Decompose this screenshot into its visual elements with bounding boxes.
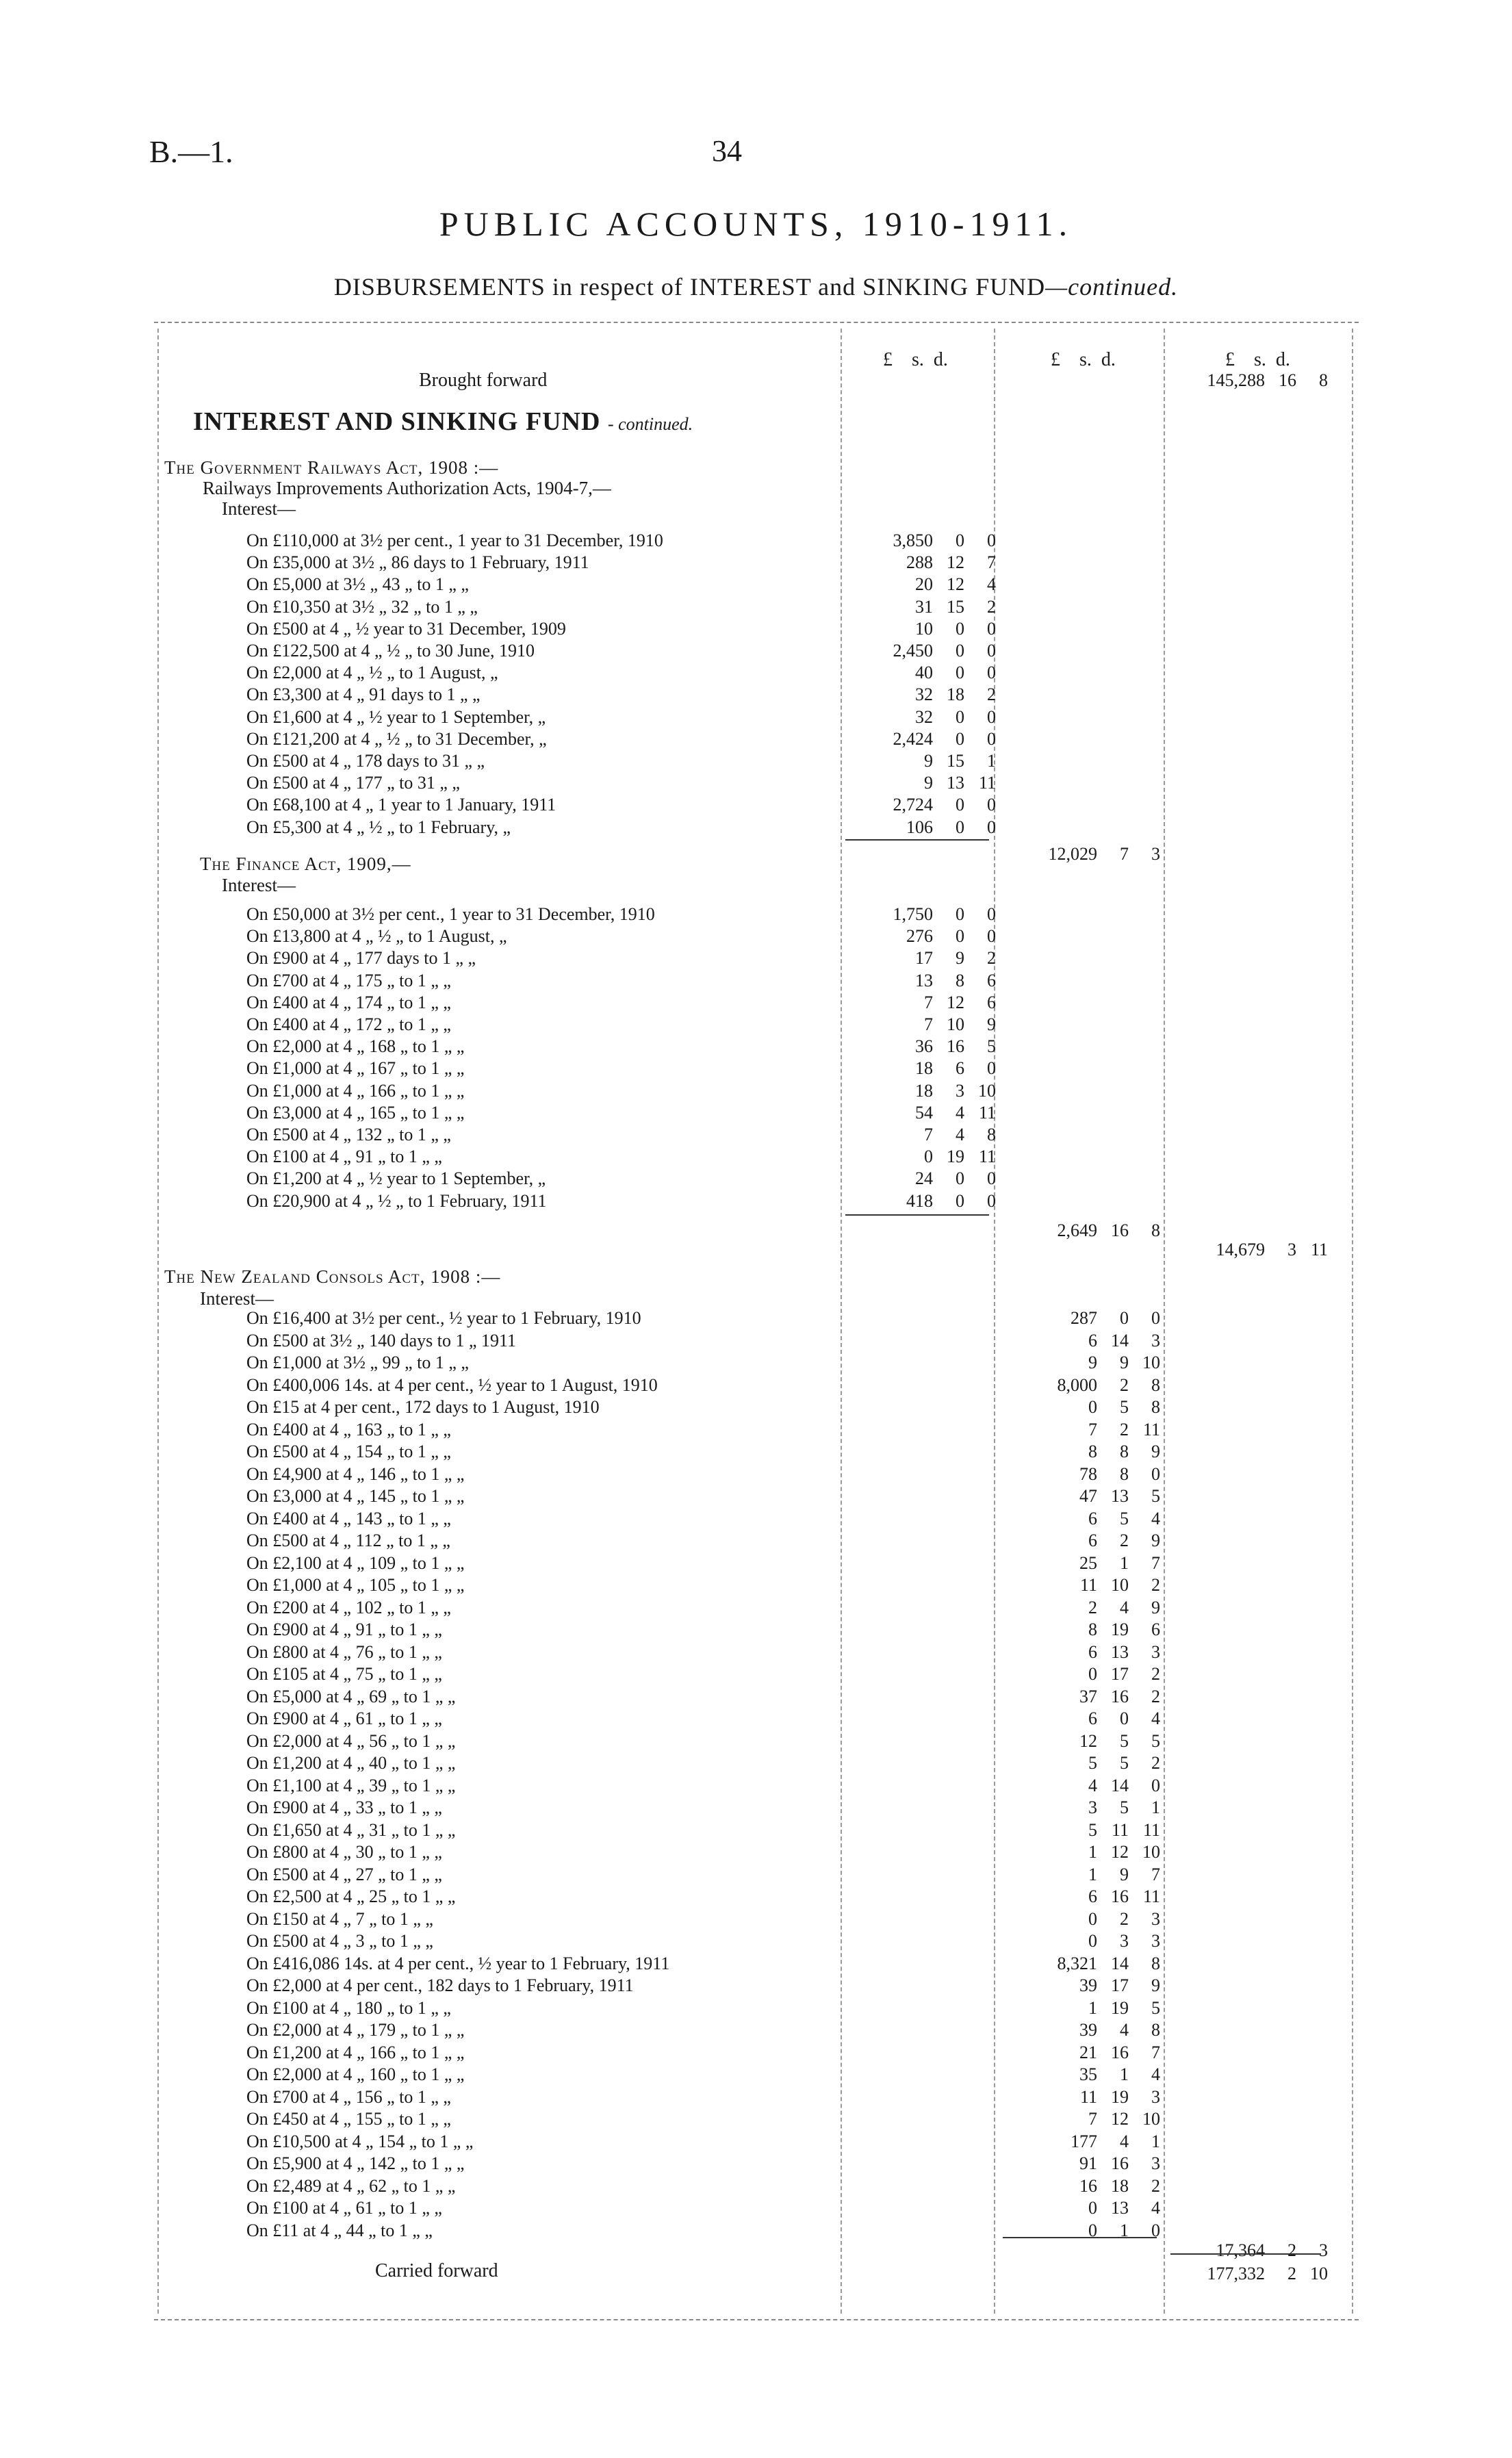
row-description: On £2,500 at 4 „ 25 „ to 1 „ „ xyxy=(246,1886,456,1906)
row-amount: 18 3 10 xyxy=(915,1081,996,1101)
row-description: On £150 at 4 „ 7 „ to 1 „ „ xyxy=(246,1909,433,1929)
row-description: On £500 at 4 „ 132 „ to 1 „ „ xyxy=(246,1125,451,1144)
ledger-row xyxy=(0,2153,1512,2175)
row-description: On £110,000 at 3½ per cent., 1 year to 31 December, 1910 xyxy=(246,530,663,550)
carried-forward-rule xyxy=(1170,2253,1321,2255)
ledger-row xyxy=(0,1307,1512,1329)
row-amount: 91 16 3 xyxy=(1079,2153,1160,2173)
row-description: On £1,000 at 4 „ 105 „ to 1 „ „ xyxy=(246,1575,465,1595)
row-amount: 20 12 4 xyxy=(915,574,996,594)
row-amount: 2,724 0 0 xyxy=(893,795,996,815)
act-subheading: Railways Improvements Authorization Acts, 1904-7,— xyxy=(203,478,611,498)
ledger-row xyxy=(0,1330,1512,1352)
row-amount: 0 2 3 xyxy=(1088,1909,1160,1929)
ledger-row xyxy=(0,1997,1512,2019)
page-number: 34 xyxy=(712,134,742,168)
ledger-row xyxy=(0,618,1512,640)
group-total-row xyxy=(0,2240,1512,2262)
row-description: On £416,086 14s. at 4 per cent., ½ year to 1 February, 1911 xyxy=(246,1954,670,1973)
row-amount: 39 4 8 xyxy=(1079,2020,1160,2040)
row-description: On £20,900 at 4 „ ½ „ to 1 February, 1911 xyxy=(246,1191,547,1211)
row-amount: 6 2 9 xyxy=(1088,1531,1160,1550)
row-description: On £500 at 4 „ 178 days to 31 „ „ xyxy=(246,751,485,771)
ledger-row xyxy=(0,817,1512,838)
row-description: On £122,500 at 4 „ ½ „ to 30 June, 1910 xyxy=(246,641,535,661)
act-heading: The Government Railways Act, 1908 :— xyxy=(164,457,499,478)
row-amount: 13 8 6 xyxy=(915,971,996,990)
row-amount: 8 19 6 xyxy=(1088,1620,1160,1639)
row-amount: 9 13 11 xyxy=(924,773,996,793)
ledger-row xyxy=(0,2064,1512,2086)
ledger-row xyxy=(0,684,1512,706)
row-description: On £11 at 4 „ 44 „ to 1 „ „ xyxy=(246,2220,433,2240)
section-title: INTEREST AND SINKING FUND - continued. xyxy=(193,407,693,436)
row-amount: 32 18 2 xyxy=(915,684,996,704)
row-amount: 0 5 8 xyxy=(1088,1397,1160,1417)
row-amount: 54 4 11 xyxy=(915,1103,996,1123)
ledger-row xyxy=(0,2019,1512,2041)
ledger-row xyxy=(0,2131,1512,2153)
row-amount: 0 13 4 xyxy=(1088,2198,1160,2218)
ledger-row xyxy=(0,2197,1512,2219)
ledger-row xyxy=(0,728,1512,750)
row-amount: 6 5 4 xyxy=(1088,1509,1160,1528)
subtotal-rule xyxy=(845,839,989,841)
top-rule xyxy=(154,322,1359,323)
row-description: On £1,200 at 4 „ 166 „ to 1 „ „ xyxy=(246,2043,465,2062)
row-amount: 6 16 11 xyxy=(1088,1886,1160,1906)
ledger-row xyxy=(0,947,1512,969)
row-description: On £1,000 at 4 „ 167 „ to 1 „ „ xyxy=(246,1058,465,1078)
ledger-row xyxy=(0,552,1512,574)
row-amount: 0 3 3 xyxy=(1088,1931,1160,1951)
row-amount: 78 8 0 xyxy=(1079,1464,1160,1484)
group-subtotal: 12,029 7 3 xyxy=(1048,844,1160,864)
ledger-row xyxy=(0,1058,1512,1079)
ledger-row xyxy=(0,1463,1512,1485)
row-description: On £121,200 at 4 „ ½ „ to 31 December, „ xyxy=(246,729,547,749)
ledger-row xyxy=(0,1102,1512,1124)
ledger-row xyxy=(0,1146,1512,1168)
act-heading: The New Zealand Consols Act, 1908 :— xyxy=(164,1266,501,1287)
row-amount: 3,850 0 0 xyxy=(893,530,996,550)
row-description: On £100 at 4 „ 180 „ to 1 „ „ xyxy=(246,1998,451,2018)
ledger-row xyxy=(0,1441,1512,1463)
row-amount: 1 12 10 xyxy=(1088,1842,1160,1862)
ledger-row xyxy=(0,1374,1512,1396)
row-description: On £5,000 at 4 „ 69 „ to 1 „ „ xyxy=(246,1687,456,1706)
row-amount: 287 0 0 xyxy=(1071,1308,1160,1328)
row-amount: 18 6 0 xyxy=(915,1058,996,1078)
ledger-row xyxy=(0,1953,1512,1975)
row-description: On £800 at 4 „ 76 „ to 1 „ „ xyxy=(246,1642,442,1662)
row-description: On £5,000 at 3½ „ 43 „ to 1 „ „ xyxy=(246,574,469,594)
row-description: On £2,489 at 4 „ 62 „ to 1 „ „ xyxy=(246,2176,456,2196)
row-amount: 21 16 7 xyxy=(1079,2043,1160,2062)
row-description: On £200 at 4 „ 102 „ to 1 „ „ xyxy=(246,1598,451,1617)
ledger-row xyxy=(0,1190,1512,1212)
group-total-row xyxy=(0,1239,1512,1261)
ledger-row xyxy=(0,750,1512,772)
ledger-row xyxy=(0,2108,1512,2130)
row-amount: 0 19 11 xyxy=(924,1147,996,1166)
brought-forward-label: Brought forward xyxy=(419,370,548,391)
ledger-row xyxy=(0,2220,1512,2242)
row-description: On £1,000 at 3½ „ 99 „ to 1 „ „ xyxy=(246,1353,469,1372)
row-amount: 32 0 0 xyxy=(915,707,996,727)
row-description: On £500 at 4 „ 177 „ to 31 „ „ xyxy=(246,773,460,793)
report-code: B.—1. xyxy=(149,134,233,169)
row-amount: 47 13 5 xyxy=(1079,1486,1160,1506)
ledger-row xyxy=(0,1886,1512,1908)
page-title: PUBLIC ACCOUNTS, 1910-1911. xyxy=(439,205,1073,243)
ledger-row xyxy=(0,992,1512,1014)
row-description: On £5,300 at 4 „ ½ „ to 1 February, „ xyxy=(246,817,511,837)
row-description: On £500 at 3½ „ 140 days to 1 „ 1911 xyxy=(246,1331,517,1350)
ledger-row xyxy=(0,1036,1512,1058)
row-description: On £2,000 at 4 „ 179 „ to 1 „ „ xyxy=(246,2020,465,2040)
ledger-row xyxy=(0,1080,1512,1102)
col3-units: £ s. d. xyxy=(1225,349,1290,370)
row-amount: 11 10 2 xyxy=(1079,1575,1160,1595)
row-description: On £900 at 4 „ 91 „ to 1 „ „ xyxy=(246,1620,442,1639)
ledger-row xyxy=(0,1597,1512,1619)
row-amount: 177 4 1 xyxy=(1071,2131,1160,2151)
row-description: On £1,600 at 4 „ ½ year to 1 September, „ xyxy=(246,707,546,727)
row-amount: 2 4 9 xyxy=(1088,1598,1160,1617)
row-amount: 8,321 14 8 xyxy=(1057,1954,1160,1973)
ledger-row xyxy=(0,1508,1512,1530)
row-description: On £3,000 at 4 „ 145 „ to 1 „ „ xyxy=(246,1486,465,1506)
row-description: On £2,100 at 4 „ 109 „ to 1 „ „ xyxy=(246,1553,465,1573)
row-description: On £68,100 at 4 „ 1 year to 1 January, 1911 xyxy=(246,795,556,815)
row-amount: 10 0 0 xyxy=(915,619,996,639)
row-description: On £500 at 4 „ ½ year to 31 December, 1909 xyxy=(246,619,566,639)
row-description: On £13,800 at 4 „ ½ „ to 1 August, „ xyxy=(246,926,507,946)
row-amount: 11 19 3 xyxy=(1079,2087,1160,2107)
carried-forward-row xyxy=(0,2263,1512,2285)
ledger-row xyxy=(0,2042,1512,2064)
row-amount: 12 5 5 xyxy=(1079,1731,1160,1751)
row-description: On £500 at 4 „ 112 „ to 1 „ „ xyxy=(246,1531,450,1550)
row-description: On £400 at 4 „ 174 „ to 1 „ „ xyxy=(246,993,451,1012)
ledger-row xyxy=(0,706,1512,728)
row-amount: 0 1 0 xyxy=(1088,2220,1160,2240)
row-description: On £400,006 14s. at 4 per cent., ½ year to 1 August, 1910 xyxy=(246,1375,658,1395)
ledger-row xyxy=(0,1752,1512,1774)
row-description: On £700 at 4 „ 156 „ to 1 „ „ xyxy=(246,2087,451,2107)
row-description: On £1,200 at 4 „ 40 „ to 1 „ „ xyxy=(246,1753,456,1773)
row-amount: 9 15 1 xyxy=(924,751,996,771)
subtitle-main: DISBURSEMENTS in respect of INTEREST and SINKING FUND xyxy=(333,273,1046,300)
row-description: On £400 at 4 „ 163 „ to 1 „ „ xyxy=(246,1420,451,1439)
subtotal-rule xyxy=(845,1214,989,1216)
row-description: On £35,000 at 3½ „ 86 days to 1 February, 1911 xyxy=(246,552,589,572)
group-total: 14,679 3 11 xyxy=(1216,1240,1328,1259)
ledger-row xyxy=(0,1552,1512,1574)
ledger-row xyxy=(0,1930,1512,1952)
col1-units: £ s. d. xyxy=(883,349,948,370)
row-description: On £900 at 4 „ 61 „ to 1 „ „ xyxy=(246,1708,442,1728)
row-amount: 35 1 4 xyxy=(1079,2064,1160,2084)
row-amount: 31 15 2 xyxy=(915,597,996,617)
row-description: On £16,400 at 3½ per cent., ½ year to 1 February, 1910 xyxy=(246,1308,641,1328)
ledger-row xyxy=(0,574,1512,596)
ledger-row xyxy=(0,1708,1512,1730)
ledger-row xyxy=(0,2175,1512,2197)
row-amount: 2,450 0 0 xyxy=(893,641,996,661)
row-description: On £15 at 4 per cent., 172 days to 1 August, 1910 xyxy=(246,1397,600,1417)
row-amount: 4 14 0 xyxy=(1088,1776,1160,1795)
row-amount: 6 14 3 xyxy=(1088,1331,1160,1350)
row-description: On £100 at 4 „ 91 „ to 1 „ „ xyxy=(246,1147,442,1166)
ledger-row xyxy=(0,1124,1512,1146)
row-amount: 16 18 2 xyxy=(1079,2176,1160,2196)
row-description: On £2,000 at 4 „ 56 „ to 1 „ „ xyxy=(246,1731,456,1751)
row-description: On £400 at 4 „ 172 „ to 1 „ „ xyxy=(246,1014,451,1034)
bottom-rule xyxy=(154,2319,1359,2320)
ledger-row xyxy=(0,1574,1512,1596)
row-description: On £2,000 at 4 per cent., 182 days to 1 February, 1911 xyxy=(246,1975,634,1995)
carried-forward-label: Carried forward xyxy=(375,2260,498,2281)
row-amount: 288 12 7 xyxy=(906,552,996,572)
ledger-row xyxy=(0,640,1512,662)
row-amount: 2,424 0 0 xyxy=(893,729,996,749)
subtitle-continued: —continued. xyxy=(1045,273,1179,300)
row-description: On £450 at 4 „ 155 „ to 1 „ „ xyxy=(246,2109,451,2129)
act-heading: The Finance Act, 1909,— xyxy=(200,854,411,874)
row-amount: 1,750 0 0 xyxy=(893,904,996,924)
ledger-row xyxy=(0,794,1512,816)
ledger-row xyxy=(0,2086,1512,2108)
ledger-row xyxy=(0,1797,1512,1819)
row-description: On £1,100 at 4 „ 39 „ to 1 „ „ xyxy=(246,1776,456,1795)
row-amount: 1 9 7 xyxy=(1088,1865,1160,1884)
row-amount: 276 0 0 xyxy=(906,926,996,946)
ledger-row xyxy=(0,925,1512,947)
row-description: On £2,000 at 4 „ ½ „ to 1 August, „ xyxy=(246,663,498,682)
row-amount: 8 8 9 xyxy=(1088,1442,1160,1461)
ledger-row xyxy=(0,1641,1512,1663)
row-amount: 5 5 2 xyxy=(1088,1753,1160,1773)
row-amount: 8,000 2 8 xyxy=(1057,1375,1160,1395)
row-description: On £500 at 4 „ 154 „ to 1 „ „ xyxy=(246,1442,451,1461)
ledger-row xyxy=(0,1841,1512,1863)
row-description: On £500 at 4 „ 27 „ to 1 „ „ xyxy=(246,1865,442,1884)
row-description: On £3,000 at 4 „ 165 „ to 1 „ „ xyxy=(246,1103,465,1123)
ledger-row xyxy=(0,1864,1512,1886)
ledger-row xyxy=(0,1730,1512,1752)
row-amount: 39 17 9 xyxy=(1079,1975,1160,1995)
row-description: On £500 at 4 „ 3 „ to 1 „ „ xyxy=(246,1931,433,1951)
ledger-row xyxy=(0,662,1512,684)
brought-forward-row xyxy=(0,370,1512,392)
ledger-row xyxy=(0,596,1512,618)
row-amount: 6 0 4 xyxy=(1088,1708,1160,1728)
ledger-row xyxy=(0,970,1512,992)
row-amount: 7 10 9 xyxy=(924,1014,996,1034)
row-amount: 17 9 2 xyxy=(915,948,996,968)
row-description: On £1,000 at 4 „ 166 „ to 1 „ „ xyxy=(246,1081,465,1101)
ledger-row xyxy=(0,904,1512,925)
ledger-row xyxy=(0,1530,1512,1552)
row-description: On £4,900 at 4 „ 146 „ to 1 „ „ xyxy=(246,1464,465,1484)
ledger-row xyxy=(0,1663,1512,1685)
row-description: On £105 at 4 „ 75 „ to 1 „ „ xyxy=(246,1664,442,1684)
row-description: On £900 at 4 „ 33 „ to 1 „ „ xyxy=(246,1797,442,1817)
ledger-row xyxy=(0,1775,1512,1797)
interest-label: Interest— xyxy=(222,875,296,895)
row-amount: 7 12 10 xyxy=(1088,2109,1160,2129)
row-amount: 7 12 6 xyxy=(924,993,996,1012)
ledger-row xyxy=(0,772,1512,794)
row-amount: 106 0 0 xyxy=(906,817,996,837)
row-description: On £5,900 at 4 „ 142 „ to 1 „ „ xyxy=(246,2153,465,2173)
row-description: On £400 at 4 „ 143 „ to 1 „ „ xyxy=(246,1509,451,1528)
group-subtotal: 2,649 16 8 xyxy=(1057,1220,1160,1240)
row-amount: 5 11 11 xyxy=(1088,1820,1160,1840)
ledger-row xyxy=(0,1168,1512,1190)
ledger-row xyxy=(0,1975,1512,1997)
ledger-row xyxy=(0,1908,1512,1930)
row-amount: 37 16 2 xyxy=(1079,1687,1160,1706)
row-description: On £700 at 4 „ 175 „ to 1 „ „ xyxy=(246,971,451,990)
row-amount: 36 16 5 xyxy=(915,1036,996,1056)
row-description: On £1,200 at 4 „ ½ year to 1 September, „ xyxy=(246,1168,546,1188)
row-amount: 40 0 0 xyxy=(915,663,996,682)
row-description: On £1,650 at 4 „ 31 „ to 1 „ „ xyxy=(246,1820,456,1840)
interest-label: Interest— xyxy=(222,498,296,519)
row-amount: 24 0 0 xyxy=(915,1168,996,1188)
col2-units: £ s. d. xyxy=(1051,349,1116,370)
page-subtitle xyxy=(0,272,1512,301)
row-description: On £10,500 at 4 „ 154 „ to 1 „ „ xyxy=(246,2131,474,2151)
row-amount: 9 9 10 xyxy=(1088,1353,1160,1372)
row-description: On £2,000 at 4 „ 160 „ to 1 „ „ xyxy=(246,2064,465,2084)
row-amount: 7 4 8 xyxy=(924,1125,996,1144)
row-amount: 1 19 5 xyxy=(1088,1998,1160,2018)
row-description: On £100 at 4 „ 61 „ to 1 „ „ xyxy=(246,2198,442,2218)
ledger-row xyxy=(0,1014,1512,1036)
ledger-row xyxy=(0,1396,1512,1418)
row-amount: 3 5 1 xyxy=(1088,1797,1160,1817)
row-description: On £900 at 4 „ 177 days to 1 „ „ xyxy=(246,948,476,968)
row-amount: 0 17 2 xyxy=(1088,1664,1160,1684)
carried-forward-amount: 177,332 2 10 xyxy=(1207,2264,1328,2283)
ledger-row xyxy=(0,530,1512,552)
section-continued: - continued. xyxy=(607,414,693,434)
row-description: On £3,300 at 4 „ 91 days to 1 „ „ xyxy=(246,684,480,704)
ledger-row xyxy=(0,1485,1512,1507)
row-description: On £10,350 at 3½ „ 32 „ to 1 „ „ xyxy=(246,597,478,617)
row-description: On £2,000 at 4 „ 168 „ to 1 „ „ xyxy=(246,1036,465,1056)
row-amount: 25 1 7 xyxy=(1079,1553,1160,1573)
group-total-rule xyxy=(1003,2237,1157,2238)
ledger-row xyxy=(0,1419,1512,1441)
ledger-row xyxy=(0,1686,1512,1708)
brought-forward-amount: 145,288 16 8 xyxy=(1207,370,1328,390)
row-description: On £50,000 at 3½ per cent., 1 year to 31 December, 1910 xyxy=(246,904,655,924)
row-amount: 7 2 11 xyxy=(1088,1420,1160,1439)
row-amount: 418 0 0 xyxy=(906,1191,996,1211)
ledger-row xyxy=(0,1619,1512,1641)
group-total: 17,364 2 3 xyxy=(1216,2240,1328,2260)
interest-label: Interest— xyxy=(200,1288,274,1309)
row-description: On £800 at 4 „ 30 „ to 1 „ „ xyxy=(246,1842,442,1862)
row-amount: 6 13 3 xyxy=(1088,1642,1160,1662)
ledger-row xyxy=(0,1352,1512,1374)
ledger-row xyxy=(0,1819,1512,1841)
